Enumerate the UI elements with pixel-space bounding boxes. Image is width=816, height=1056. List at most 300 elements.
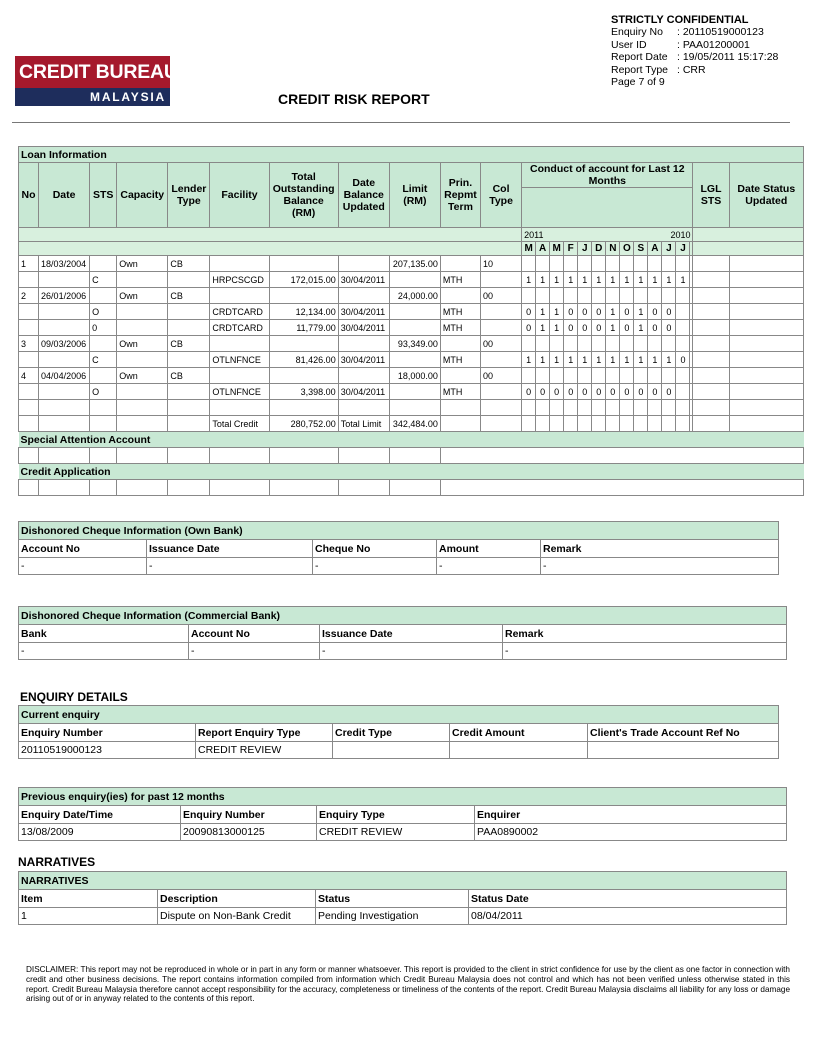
empty-cell (606, 416, 620, 432)
meta-row (611, 39, 778, 51)
date-status-cell (729, 304, 803, 320)
empty-cell (269, 448, 338, 464)
empty-cell (338, 480, 389, 496)
conduct-cell (550, 368, 564, 384)
header-col-type: Col Type (481, 163, 522, 228)
conduct-cell (578, 400, 592, 416)
previous-enquiry-cell: CREDIT REVIEW (317, 824, 475, 841)
previous-enquiry-header: Enquirer (475, 806, 787, 824)
conduct-cell: 0 (648, 304, 662, 320)
conduct-cell: 1 (550, 352, 564, 368)
empty-cell (168, 416, 210, 432)
loan-cell-date (39, 400, 90, 416)
header-prin-repmt: Prin. Repmt Term (440, 163, 480, 228)
current-enquiry-data-row (19, 742, 779, 759)
conduct-cell: 0 (592, 320, 606, 336)
conduct-cell: 1 (522, 272, 536, 288)
loan-cell-limit (389, 320, 440, 336)
loan-cell-facility: HRPCSCGD (210, 272, 269, 288)
conduct-cell (578, 288, 592, 304)
conduct-cell (648, 288, 662, 304)
lgl-sts-cell (693, 288, 729, 304)
dishonored-own-bank-table (18, 521, 779, 575)
dishonored-own-header: Amount (437, 540, 541, 558)
loan-cell-term (440, 368, 480, 384)
header-capacity: Capacity (117, 163, 168, 228)
month-label: J (662, 242, 676, 256)
empty-cell (729, 416, 803, 432)
loan-cell-limit (389, 384, 440, 400)
conduct-cell: 1 (564, 352, 578, 368)
logo-line1: CREDIT BUREAU (15, 56, 170, 88)
lgl-sts-cell (693, 272, 729, 288)
empty-cell (522, 416, 536, 432)
conduct-cell (592, 288, 606, 304)
dishonored-commercial-header: Issuance Date (320, 625, 503, 643)
date-status-cell (729, 400, 803, 416)
confidential-label: STRICTLY CONFIDENTIAL (611, 14, 749, 26)
narratives-heading: NARRATIVES (18, 855, 96, 869)
header-lgl-sts: LGL STS (693, 163, 729, 228)
conduct-cell: 0 (578, 320, 592, 336)
loan-cell-date: 26/01/2006 (39, 288, 90, 304)
loan-cell-balance: 12,134.00 (269, 304, 338, 320)
conduct-cell (676, 384, 690, 400)
loan-cell-lender (168, 304, 210, 320)
empty-cell (39, 416, 90, 432)
empty-cell (662, 416, 676, 432)
conduct-cell (620, 256, 634, 272)
header-lender-type: Lender Type (168, 163, 210, 228)
narratives-cell: 08/04/2011 (469, 908, 787, 925)
conduct-cell: 1 (648, 272, 662, 288)
conduct-cell (676, 304, 690, 320)
loan-cell-no: 1 (19, 256, 39, 272)
conduct-cell: 1 (536, 352, 550, 368)
empty-cell (117, 480, 168, 496)
dishonored-commercial-cell: - (320, 643, 503, 660)
loan-cell-date (39, 272, 90, 288)
loan-cell-limit: 24,000.00 (389, 288, 440, 304)
current-enquiry-title-row (19, 706, 779, 724)
empty-cell (389, 448, 440, 464)
loan-cell-sts: O (90, 384, 117, 400)
current-enquiry-header: Credit Amount (450, 724, 588, 742)
meta-label: User ID (611, 38, 647, 51)
lgl-sts-cell (693, 368, 729, 384)
lgl-sts-cell (693, 256, 729, 272)
conduct-cell (606, 368, 620, 384)
loan-cell-col: 00 (481, 288, 522, 304)
special-attention-title: Special Attention Account (19, 432, 804, 448)
month-label: D (592, 242, 606, 256)
dishonored-commercial-data-row (19, 643, 787, 660)
conduct-cell (676, 336, 690, 352)
loan-cell-lender: CB (168, 256, 210, 272)
loan-cell-col (481, 352, 522, 368)
conduct-cell: 1 (662, 272, 676, 288)
loan-cell-term (440, 336, 480, 352)
narratives-header: Status Date (469, 890, 787, 908)
credit-application-empty-row (19, 480, 804, 496)
loan-cell-balance (269, 336, 338, 352)
dishonored-commercial-title: Dishonored Cheque Information (Commercial Bank) (19, 607, 787, 625)
conduct-cell: 0 (564, 320, 578, 336)
logo-line2: MALAYSIA (15, 88, 170, 106)
empty-cell (168, 448, 210, 464)
lgl-sts-cell (693, 352, 729, 368)
loan-month-row (19, 242, 804, 256)
empty-cell (19, 480, 39, 496)
loan-cell-facility: OTLNFNCE (210, 352, 269, 368)
conduct-cell (592, 368, 606, 384)
conduct-cell: 0 (662, 304, 676, 320)
conduct-cell: 1 (578, 352, 592, 368)
conduct-cell (550, 336, 564, 352)
year-start: 2011 (524, 229, 544, 240)
loan-cell-balance: 172,015.00 (269, 272, 338, 288)
conduct-cell (564, 256, 578, 272)
loan-cell-facility (210, 256, 269, 272)
conduct-cell (648, 256, 662, 272)
loan-row (19, 352, 804, 368)
loan-cell-col (481, 304, 522, 320)
conduct-cell: 0 (620, 320, 634, 336)
current-enquiry-title: Current enquiry (19, 706, 779, 724)
dishonored-commercial-cell: - (189, 643, 320, 660)
loan-cell-facility: CRDTCARD (210, 320, 269, 336)
current-enquiry-header: Report Enquiry Type (196, 724, 333, 742)
empty-cell (19, 416, 39, 432)
conduct-cell (522, 368, 536, 384)
conduct-cell (606, 288, 620, 304)
loan-cell-lender: CB (168, 336, 210, 352)
conduct-cell (578, 256, 592, 272)
loan-information-table (18, 146, 804, 496)
dishonored-commercial-title-row (19, 607, 787, 625)
loan-cell-capacity: Own (117, 288, 168, 304)
month-label: A (536, 242, 550, 256)
narratives-cell: Pending Investigation (316, 908, 469, 925)
meta-label: Enquiry No (611, 26, 663, 39)
conduct-cell: 1 (606, 304, 620, 320)
conduct-cell (676, 368, 690, 384)
loan-title-row (19, 147, 804, 163)
month-label: O (620, 242, 634, 256)
loan-cell-capacity (117, 304, 168, 320)
loan-cell-sts (90, 256, 117, 272)
meta-value: : 20110519000123 (677, 26, 764, 39)
dishonored-own-title: Dishonored Cheque Information (Own Bank) (19, 522, 779, 540)
loan-cell-updated: 30/04/2011 (338, 272, 389, 288)
conduct-cell (620, 288, 634, 304)
loan-cell-sts (90, 288, 117, 304)
conduct-cell (606, 400, 620, 416)
lgl-sts-cell (693, 336, 729, 352)
loan-cell-date: 09/03/2006 (39, 336, 90, 352)
conduct-cell (522, 288, 536, 304)
loan-cell-date (39, 352, 90, 368)
current-enquiry-header: Enquiry Number (19, 724, 196, 742)
loan-row (19, 272, 804, 288)
dishonored-own-cell: - (313, 558, 437, 575)
loan-cell-updated: 30/04/2011 (338, 352, 389, 368)
conduct-cell (620, 400, 634, 416)
narratives-cell: Dispute on Non-Bank Credit (158, 908, 316, 925)
conduct-cell (648, 336, 662, 352)
loan-row (19, 320, 804, 336)
date-status-cell (729, 320, 803, 336)
loan-year-row (19, 228, 804, 242)
conduct-cell (564, 288, 578, 304)
header-limit: Limit (RM) (389, 163, 440, 228)
conduct-cell (662, 400, 676, 416)
conduct-cell (634, 368, 648, 384)
report-meta (611, 14, 778, 88)
empty-cell (676, 416, 690, 432)
conduct-cell: 1 (634, 304, 648, 320)
meta-row (611, 64, 778, 76)
enquiry-details-heading: ENQUIRY DETAILS (20, 690, 128, 704)
loan-cell-lender: CB (168, 288, 210, 304)
narratives-cell: 1 (19, 908, 158, 925)
loan-cell-balance: 11,779.00 (269, 320, 338, 336)
conduct-cell: 0 (620, 304, 634, 320)
loan-cell-no (19, 384, 39, 400)
conduct-cell (662, 368, 676, 384)
conduct-cell: 1 (564, 272, 578, 288)
narratives-header: Status (316, 890, 469, 908)
lgl-sts-cell (693, 320, 729, 336)
conduct-cell: 1 (662, 352, 676, 368)
current-enquiry-table (18, 705, 779, 759)
empty-cell (39, 480, 90, 496)
conduct-cell (522, 336, 536, 352)
conduct-cell: 0 (620, 384, 634, 400)
meta-row (611, 51, 778, 63)
previous-enquiry-title: Previous enquiry(ies) for past 12 months (19, 788, 787, 806)
previous-enquiry-data-row (19, 824, 787, 841)
date-status-cell (729, 352, 803, 368)
total-limit-value: 342,484.00 (389, 416, 440, 432)
conduct-cell: 1 (550, 320, 564, 336)
conduct-cell: 1 (606, 320, 620, 336)
previous-enquiry-header: Enquiry Number (181, 806, 317, 824)
empty-cell (19, 448, 39, 464)
header-date-balance: Date Balance Updated (338, 163, 389, 228)
empty-cell (634, 416, 648, 432)
loan-cell-facility: OTLNFNCE (210, 384, 269, 400)
date-status-cell (729, 256, 803, 272)
loan-cell-term (440, 256, 480, 272)
conduct-cell (648, 400, 662, 416)
loan-cell-sts: O (90, 304, 117, 320)
meta-value: : PAA01200001 (677, 38, 750, 51)
conduct-cell: 1 (634, 352, 648, 368)
previous-enquiry-cell: PAA0890002 (475, 824, 787, 841)
empty-cell (338, 448, 389, 464)
conduct-cell (536, 336, 550, 352)
loan-cell-col (481, 320, 522, 336)
loan-header-row (19, 163, 804, 188)
loan-cell-balance: 3,398.00 (269, 384, 338, 400)
empty-cell (269, 480, 338, 496)
loan-row (19, 256, 804, 272)
meta-label: Report Date (611, 51, 668, 64)
total-limit-label: Total Limit (338, 416, 389, 432)
loan-cell-capacity (117, 272, 168, 288)
conduct-cell (606, 256, 620, 272)
conduct-cell (536, 288, 550, 304)
conduct-cell (634, 400, 648, 416)
lgl-sts-cell (693, 400, 729, 416)
empty-cell (481, 416, 522, 432)
conduct-cell: 1 (550, 272, 564, 288)
loan-cell-limit: 18,000.00 (389, 368, 440, 384)
loan-cell-limit (389, 272, 440, 288)
loan-cell-col: 10 (481, 256, 522, 272)
loan-cell-updated (338, 400, 389, 416)
conduct-cell: 0 (578, 384, 592, 400)
month-row-fill (19, 242, 522, 256)
loan-cell-term (440, 400, 480, 416)
dishonored-own-header: Account No (19, 540, 147, 558)
conduct-cell (578, 368, 592, 384)
dishonored-commercial-bank-table (18, 606, 787, 660)
meta-value: : 19/05/2011 15:17:28 (677, 51, 779, 64)
conduct-cell (676, 288, 690, 304)
loan-cell-date: 18/03/2004 (39, 256, 90, 272)
conduct-cell (564, 400, 578, 416)
dishonored-own-header: Cheque No (313, 540, 437, 558)
loan-cell-updated (338, 288, 389, 304)
loan-information-title: Loan Information (19, 147, 804, 163)
loan-cell-col (481, 272, 522, 288)
month-label: F (564, 242, 578, 256)
dishonored-own-cell: - (541, 558, 779, 575)
loan-cell-updated: 30/04/2011 (338, 304, 389, 320)
loan-cell-balance: 81,426.00 (269, 352, 338, 368)
conduct-cell (550, 256, 564, 272)
report-title: CREDIT RISK REPORT (278, 91, 430, 107)
conduct-cell: 0 (662, 320, 676, 336)
empty-cell (648, 416, 662, 432)
empty-cell (210, 448, 269, 464)
credit-application-title: Credit Application (19, 464, 804, 480)
conduct-cell: 0 (592, 304, 606, 320)
empty-cell (693, 416, 729, 432)
empty-cell (39, 448, 90, 464)
loan-cell-limit (389, 304, 440, 320)
conduct-cell (536, 368, 550, 384)
dishonored-own-data-row (19, 558, 779, 575)
special-attention-row (19, 432, 804, 448)
dishonored-commercial-cell: - (503, 643, 787, 660)
conduct-cell (564, 368, 578, 384)
narratives-title-row (19, 872, 787, 890)
narratives-data-row (19, 908, 787, 925)
current-enquiry-cell (588, 742, 779, 759)
loan-cell-limit (389, 352, 440, 368)
conduct-cell: 0 (648, 384, 662, 400)
credit-bureau-logo (15, 56, 178, 106)
conduct-cell: 1 (536, 304, 550, 320)
conduct-cell (662, 256, 676, 272)
conduct-cell: 1 (648, 352, 662, 368)
loan-cell-capacity: Own (117, 368, 168, 384)
conduct-cell: 0 (676, 352, 690, 368)
conduct-cell: 1 (620, 352, 634, 368)
header-date-status: Date Status Updated (729, 163, 803, 228)
month-label: N (606, 242, 620, 256)
conduct-cell: 1 (634, 320, 648, 336)
header-no: No (19, 163, 39, 228)
dishonored-commercial-header-row (19, 625, 787, 643)
header-facility: Facility (210, 163, 269, 228)
current-enquiry-cell: 20110519000123 (19, 742, 196, 759)
loan-row (19, 400, 804, 416)
empty-cell (564, 416, 578, 432)
month-label: J (578, 242, 592, 256)
conduct-cell: 0 (648, 320, 662, 336)
meta-value: : CRR (677, 63, 706, 76)
header-divider (12, 122, 790, 123)
conduct-cell: 1 (606, 352, 620, 368)
conduct-cell: 0 (662, 384, 676, 400)
header-spacer (522, 188, 693, 228)
current-enquiry-header: Credit Type (333, 724, 450, 742)
loan-cell-date: 04/04/2006 (39, 368, 90, 384)
loan-cell-limit: 93,349.00 (389, 336, 440, 352)
empty-cell (389, 480, 440, 496)
loan-cell-facility (210, 368, 269, 384)
loan-cell-facility (210, 288, 269, 304)
special-attention-empty-row (19, 448, 804, 464)
meta-label: Report Type (611, 63, 669, 76)
loan-cell-balance (269, 400, 338, 416)
dishonored-commercial-cell: - (19, 643, 189, 660)
loan-cell-lender (168, 352, 210, 368)
date-status-cell (729, 272, 803, 288)
loan-row (19, 384, 804, 400)
loan-cell-lender (168, 272, 210, 288)
conduct-cell: 0 (592, 384, 606, 400)
loan-cell-capacity: Own (117, 336, 168, 352)
conduct-cell: 1 (620, 272, 634, 288)
loan-cell-lender: CB (168, 368, 210, 384)
empty-cell (117, 448, 168, 464)
month-label: M (522, 242, 536, 256)
loan-cell-capacity (117, 400, 168, 416)
conduct-cell (536, 400, 550, 416)
narratives-header: Item (19, 890, 158, 908)
conduct-cell: 1 (676, 272, 690, 288)
loan-cell-no: 4 (19, 368, 39, 384)
empty-cell (210, 480, 269, 496)
dishonored-own-header: Remark (541, 540, 779, 558)
conduct-cell: 1 (536, 320, 550, 336)
month-label: S (634, 242, 648, 256)
loan-cell-no (19, 400, 39, 416)
loan-cell-term: MTH (440, 352, 480, 368)
loan-cell-col (481, 384, 522, 400)
loan-cell-no (19, 352, 39, 368)
date-status-cell (729, 288, 803, 304)
conduct-cell: 0 (564, 384, 578, 400)
loan-cell-no (19, 304, 39, 320)
previous-enquiry-header: Enquiry Date/Time (19, 806, 181, 824)
conduct-cell: 0 (536, 384, 550, 400)
